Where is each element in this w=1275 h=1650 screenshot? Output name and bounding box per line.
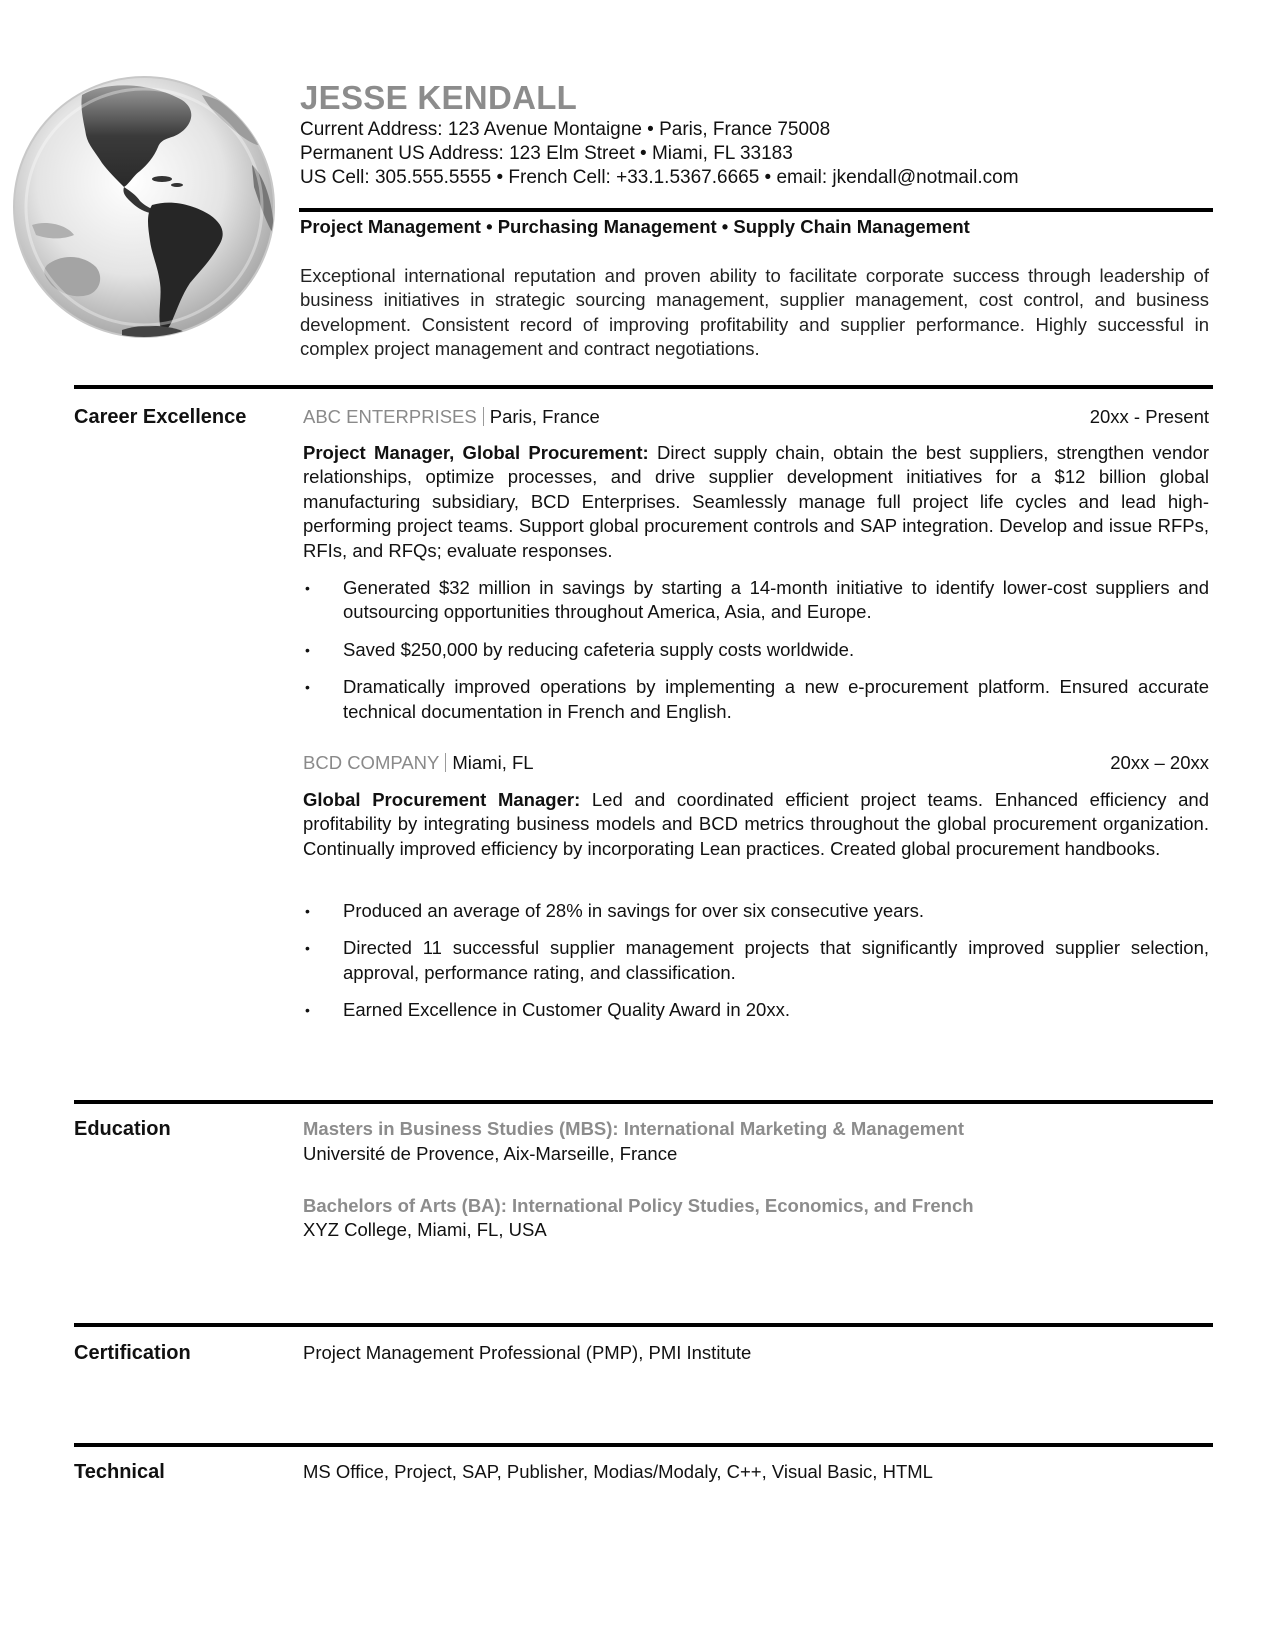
- phone-email-line: US Cell: 305.555.5555 • French Cell: +33.1.5367.6665 • email: jkendall@notmail.com: [300, 167, 1019, 188]
- header-divider: [299, 208, 1213, 212]
- bullet-icon: •: [305, 903, 310, 919]
- job-description: Project Manager, Global Procurement: Direct supply chain, obtain the best suppliers, strengthen vendor relationships, optimize processes, and drive supplier development initiatives for a $12 billion global manufacturing subsidiary, BCD Enterprises. Seamlessly manage full project life cycles and lead high-performing project teams. Support global procurement controls and SAP integration. Develop and issue RFPs, RFIs, and RFQs; evaluate responses.: [303, 442, 1210, 561]
- bullet-icon: •: [305, 641, 310, 658]
- profile-summary: Exceptional international reputation and proven ability to facilitate corporate success through leadership of business initiatives in strategic sourcing management, supplier management, cost control, and business development. Consistent record of improving profitability and supplier performance. Highly successful in complex project management and contract negotiations.: [300, 265, 1209, 359]
- achievement-item: • Dramatically improved operations by implementing a new e-procurement platform. Ensured accurate technical documentation in French and English.: [305, 676, 1209, 722]
- certification-text: Project Management Professional (PMP), PMI Institute: [303, 1342, 752, 1363]
- job-location: Miami, FL: [452, 752, 534, 773]
- section-title-certification: Certification: [74, 1342, 191, 1364]
- degree-title: Bachelors of Arts (BA): International Policy Studies, Economics, and French: [303, 1195, 974, 1216]
- job-description: Global Procurement Manager: Led and coordinated efficient project teams. Enhanced efficiency and profitability by integrating business models and BCD metrics throughout the global procurement organization. Continually improved efficiency by incorporating Lean practices. Created global procurement handbooks.: [303, 789, 1209, 859]
- degree-title: Masters in Business Studies (MBS): International Marketing & Management: [303, 1118, 964, 1139]
- section-title-technical: Technical: [74, 1461, 165, 1483]
- job-role: Global Procurement Manager:: [303, 789, 581, 810]
- job-dates: 20xx – 20xx: [1110, 752, 1209, 773]
- bullet-icon: •: [305, 1002, 310, 1019]
- achievement-list: [303, 899, 1209, 1036]
- certification-divider: [74, 1323, 1213, 1327]
- job-header: [303, 751, 1209, 775]
- bullet-icon: •: [305, 679, 310, 696]
- section-title-career: Career Excellence: [74, 406, 247, 428]
- separator: [445, 753, 446, 772]
- skills-headline: Project Management • Purchasing Management • Supply Chain Management: [300, 216, 970, 237]
- achievement-item: • Directed 11 successful supplier management projects that significantly improved supplier selection, approval, performance rating, and classification.: [305, 937, 1209, 983]
- separator: [483, 407, 484, 426]
- job-header: [303, 405, 1209, 429]
- section-title-education: Education: [74, 1118, 171, 1140]
- bullet-icon: •: [305, 580, 310, 596]
- permanent-address: Permanent US Address: 123 Elm Street • Miami, FL 33183: [300, 143, 793, 164]
- company-name: ABC ENTERPRISES: [303, 406, 477, 427]
- current-address: Current Address: 123 Avenue Montaigne • Paris, France 75008: [300, 119, 831, 140]
- education-divider: [74, 1100, 1213, 1104]
- technical-divider: [74, 1443, 1213, 1447]
- job-location: Paris, France: [489, 406, 600, 427]
- school-name: Université de Provence, Aix-Marseille, France: [303, 1143, 678, 1164]
- bullet-icon: •: [305, 940, 310, 957]
- achievement-item: • Saved $250,000 by reducing cafeteria supply costs worldwide.: [303, 638, 1209, 662]
- achievement-item: • Earned Excellence in Customer Quality Award in 20xx.: [303, 998, 1209, 1022]
- achievement-item: • Generated $32 million in savings by starting a 14-month initiative to identify lower-cost suppliers and outsourcing opportunities throughout America, Asia, and Europe.: [305, 577, 1209, 623]
- job-dates: 20xx - Present: [1089, 406, 1209, 427]
- technical-skills-text: MS Office, Project, SAP, Publisher, Modias/Modaly, C++, Visual Basic, HTML: [303, 1461, 933, 1482]
- company-name: BCD COMPANY: [303, 752, 440, 773]
- school-name: XYZ College, Miami, FL, USA: [303, 1219, 547, 1240]
- achievement-list: [303, 576, 1209, 737]
- career-divider: [74, 385, 1213, 389]
- job-role: Project Manager, Global Procurement:: [303, 442, 649, 463]
- globe-icon: [12, 75, 276, 339]
- candidate-name: JESSE KENDALL: [300, 79, 578, 116]
- achievement-item: • Produced an average of 28% in savings for over six consecutive years.: [303, 899, 1209, 923]
